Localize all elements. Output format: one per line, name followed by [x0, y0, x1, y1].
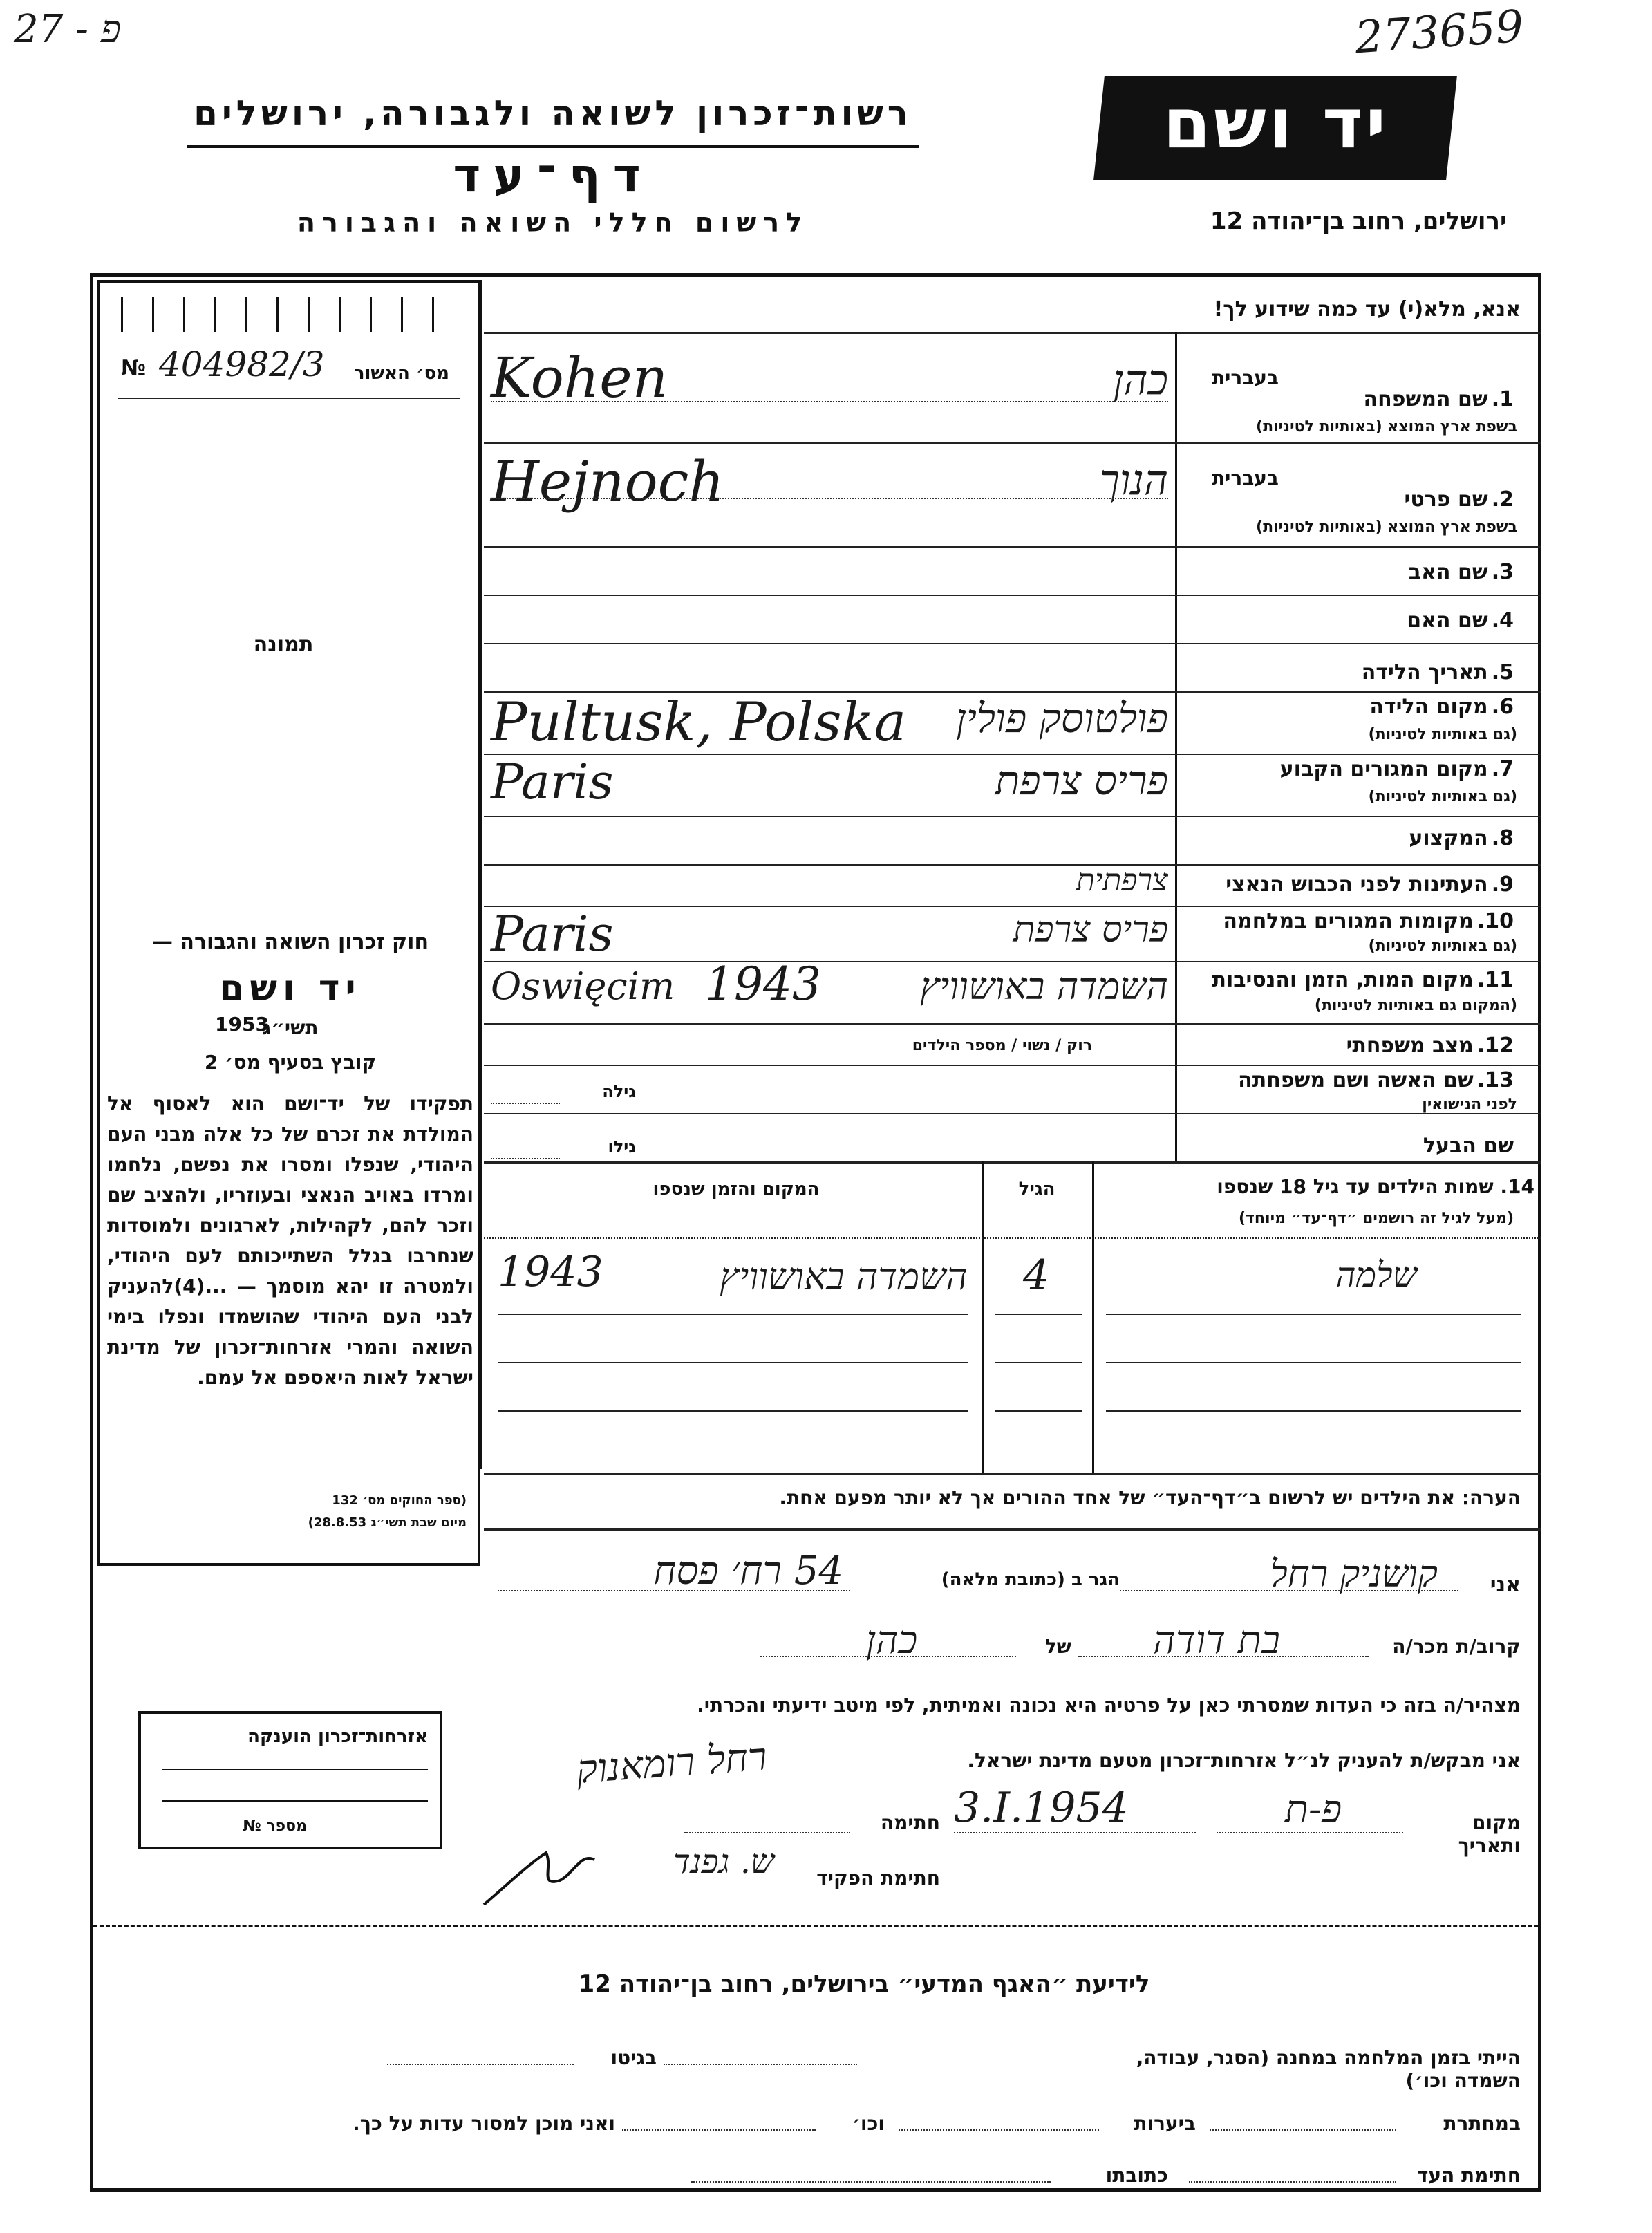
field-7-hebrew: פריס צרפת [995, 757, 1168, 804]
bottom-line1-c: בגיטו [610, 2046, 657, 2069]
yad-vashem-logo [1093, 76, 1457, 180]
top-left-annotation: 27 - פ [14, 7, 122, 52]
bottom-line2-a: במחתרת [1443, 2112, 1521, 2135]
field-1-num: 1. [1491, 387, 1514, 411]
field-9-num: 9. [1491, 872, 1514, 897]
field-3-num: 3. [1491, 560, 1514, 584]
child-1-age: 4 [1023, 1251, 1050, 1300]
official-scribble [477, 1839, 615, 1915]
law-title: חוק זכרון השואה והגבורה — [151, 930, 429, 954]
law-footnote-2: מיום שבת תשי״ג 28.8.53) [308, 1515, 467, 1530]
field-2-latin: Hejnoch [491, 449, 724, 514]
bottom-line2-d: ואני מוכן למסור עדות על כך. [353, 2112, 615, 2135]
field-5-label: תאריך הלידה [1361, 660, 1488, 684]
witness-of-name: כהן [865, 1618, 918, 1663]
field-7-latin: Paris [491, 754, 614, 810]
field-9-hebrew: צרפתית [1076, 863, 1168, 898]
reg-label: מס׳ האשור [353, 363, 449, 384]
witness-declaration: מצהיר/ה בזה כי העדות שמסרתי כאן על פרטיה היא נכונה ואמיתית, לפי מיטב ידיעתי והכרתי. [697, 1694, 1521, 1717]
witness-signature: רחל רומאנוק [575, 1734, 769, 1793]
witness-address: 54 רח׳ פסח [653, 1549, 843, 1594]
field-13-sub: לפני הנישואין [1422, 1096, 1517, 1113]
field-husband-label: שם הבעל [1423, 1134, 1514, 1158]
witness-resident-label: הגר ב (כתובת מלאה) [941, 1569, 1120, 1590]
law-footnote-1: (ספר החוקים מס׳ 132 [332, 1493, 467, 1508]
field-1-sub: בשפת ארץ המוצא (באותיות לטיניות) [1256, 418, 1517, 436]
field-7-num: 7. [1491, 757, 1514, 781]
hebrew-label-1: בעברית [1211, 366, 1279, 389]
field-6-num: 6. [1491, 695, 1514, 719]
field-husband [1279, 1134, 1514, 1158]
reg-prefix: № [121, 356, 147, 380]
law-body: תפקידו של יד־ושם הוא לאסוף אל המולדת את זכרם של כל אלה מבני העם היהודי, שנפלו ומסרו את נפשם, נלחמו ומרדו באויב הנאצי ובעוזריו, ולהציב שם וזכר להם, לקהילות, לארגונים ולמוסדות שנחרבו בגלל השתייכותם לעם היהודי, ולמטרה זו יהא מוסמך — ...(4)להעניק לבני העם היהודי שהושמדו ונפלו בימי השואה והמרי אזרחות־זכרון של מדינת ישראל לאות היאספם אל עמם. [107, 1092, 473, 1389]
field-11 [1182, 968, 1514, 992]
field-10-label: מקומות המגורים במלחמה [1223, 909, 1474, 933]
child-1-place: השמדה באושוויץ [720, 1255, 968, 1298]
children-num: 14. [1500, 1175, 1534, 1198]
field-13-num: 13. [1476, 1068, 1514, 1092]
field-13 [1182, 1068, 1514, 1092]
certificate-number-label: מספר № [243, 1818, 307, 1835]
photo-label: תמונה [253, 633, 314, 657]
field-6 [1189, 695, 1514, 719]
org-title: רשות־זכרון לשואה ולגבורה, ירושלים [194, 93, 912, 133]
place-date-label: מקום ותאריך [1458, 1811, 1521, 1857]
field-6-label: מקום הלידה [1369, 695, 1488, 719]
field-8 [1279, 826, 1514, 850]
witness-request: אני מבקש/ת להעניק לנ״ל אזרחות־זכרון מטעם מדינת ישראל. [967, 1749, 1521, 1772]
field-7-sub: (גם באותיות לטיניות) [1368, 788, 1517, 805]
field-13-label: שם האשה ושם משפחתה [1238, 1068, 1474, 1092]
certificate-box [138, 1711, 442, 1849]
field-2-num: 2. [1491, 487, 1514, 512]
field-3-label: שם האב [1408, 560, 1488, 584]
field-7 [1189, 757, 1514, 781]
witness-of-label: של [1044, 1635, 1071, 1658]
signature-label: חתימה [880, 1811, 940, 1834]
archive-number: 273659 [1353, 1, 1526, 64]
bottom-line2-c: וכו׳ [852, 2112, 885, 2135]
field-husband-age-label: גילו [608, 1137, 636, 1157]
children-sub: (מעל לגיל זה רושמים ״דף־עד״ מיוחד) [1238, 1210, 1514, 1227]
field-8-num: 8. [1491, 826, 1514, 850]
field-10 [1182, 909, 1514, 933]
field-2 [1279, 487, 1514, 512]
field-12-num: 12. [1476, 1034, 1514, 1058]
child-1-year: 1943 [498, 1248, 603, 1296]
field-5 [1279, 660, 1514, 684]
reg-number: 404982/3 [159, 344, 325, 384]
law-year: 1953 [215, 1013, 269, 1036]
witness-relative-label: קרוב/ת מכר/ה [1392, 1635, 1521, 1658]
law-ref: קובץ בסעיף מס׳ 2 [204, 1051, 377, 1074]
witness-date: 3.I.1954 [954, 1784, 1129, 1832]
law-year-heb: תשי״ג [262, 1016, 319, 1039]
field-11-hebrew: השמדה באושוויץ [920, 964, 1168, 1008]
field-1 [1279, 387, 1514, 411]
field-12 [1279, 1034, 1514, 1058]
field-2-label: שם פרטי [1404, 487, 1488, 512]
field-13-age-label: גילה [602, 1082, 636, 1101]
bottom-line3-a: חתימת העד [1416, 2164, 1521, 2187]
cert-num-text: מספר [266, 1818, 307, 1835]
law-name: יד ושם [219, 968, 362, 1009]
bottom-line2-b: ביערות [1134, 2112, 1196, 2135]
line1-a: הייתי בזמן המלחמה במחנה [1275, 2046, 1521, 2069]
child-1-name: שלמה [1335, 1255, 1417, 1295]
field-3 [1279, 560, 1514, 584]
field-11-num: 11. [1476, 968, 1514, 992]
field-4-num: 4. [1491, 608, 1514, 633]
witness-relation: בת דודה [1153, 1618, 1280, 1663]
field-10-latin: Paris [491, 906, 614, 962]
field-11-sub: (המקום גם באותיות לטיניות) [1314, 997, 1517, 1014]
children-title: שמות הילדים עד גיל 18 שנספו [1217, 1175, 1494, 1198]
witness-name: קושניק רחל [1270, 1552, 1438, 1596]
children-col-age: הגיל [1018, 1179, 1055, 1199]
certificate-title: אזרחות־זכרון הוענקה [247, 1726, 428, 1747]
field-2-sub: בשפת ארץ המוצא (באותיות לטיניות) [1256, 518, 1517, 536]
header-address: ירושלים, רחוב בן־יהודה 12 [1210, 207, 1507, 235]
field-2-hebrew: הנוך [1099, 456, 1168, 505]
field-12-options: רוק / נשוי / מספר הילדים [912, 1037, 1092, 1054]
official-signature: ש. גפנד [673, 1842, 774, 1881]
field-4-label: שם האם [1407, 608, 1488, 633]
field-6-latin: Pultusk, Polska [491, 691, 907, 754]
bottom-title: לידיעת ״האגף המדעי״ בירושלים, רחוב בן־יהודה 12 [578, 1970, 1150, 1998]
field-12-label: מצב משפחתי [1346, 1034, 1474, 1058]
field-11-label: מקום המות, הזמן והנסיבות [1212, 968, 1474, 992]
field-5-num: 5. [1491, 660, 1514, 684]
bottom-line1-a [1078, 2046, 1521, 2092]
children-header [1106, 1175, 1534, 1198]
field-9-label: העתינות לפני הכבוש הנאצי [1226, 872, 1488, 897]
form-subtitle: לרשום חללי השואה והגבורה [297, 207, 809, 238]
witness-place: פ-ת [1284, 1787, 1342, 1832]
children-col-place: המקום והזמן שנספו [653, 1179, 820, 1199]
field-1-label: שם המשפחה [1363, 387, 1488, 411]
field-11-year: 1943 [705, 957, 821, 1011]
field-4 [1279, 608, 1514, 633]
official-label: חתימת הפקיד [816, 1867, 940, 1889]
witness-i-label: אני [1490, 1573, 1521, 1597]
bottom-line3-b: כתובתו [1105, 2164, 1168, 2187]
children-note: הערה: את הילדים יש לרשום ב״דף־העד״ של אחד ההורים אך לא יותר מפעם אחת. [779, 1486, 1521, 1509]
hebrew-label-2: בעברית [1211, 467, 1279, 489]
form-intro: אנא, מלא(י) עד כמה שידוע לך! [1213, 297, 1521, 321]
field-8-label: המקצוע [1409, 826, 1488, 850]
field-7-label: מקום המגורים הקבוע [1279, 757, 1488, 781]
field-10-hebrew: פריס צרפת [1013, 909, 1168, 951]
field-1-latin: Kohen [491, 346, 668, 410]
field-9 [1182, 872, 1514, 897]
logo-text: יד ושם [1163, 83, 1389, 164]
field-1-hebrew: כהן [1113, 356, 1168, 404]
ruler-marks [121, 297, 460, 332]
field-10-sub: (גם באותיות לטיניות) [1368, 937, 1517, 955]
field-11-latin: Oswięcim [491, 964, 675, 1008]
line1-b: (הסגר, עבודה, השמדה וכו׳) [1136, 2046, 1521, 2092]
field-10-num: 10. [1476, 909, 1514, 933]
form-title: דף־עד [453, 149, 653, 203]
field-6-sub: (גם באותיות לטיניות) [1368, 726, 1517, 743]
field-6-hebrew: פולטוסק פולין [955, 695, 1168, 742]
